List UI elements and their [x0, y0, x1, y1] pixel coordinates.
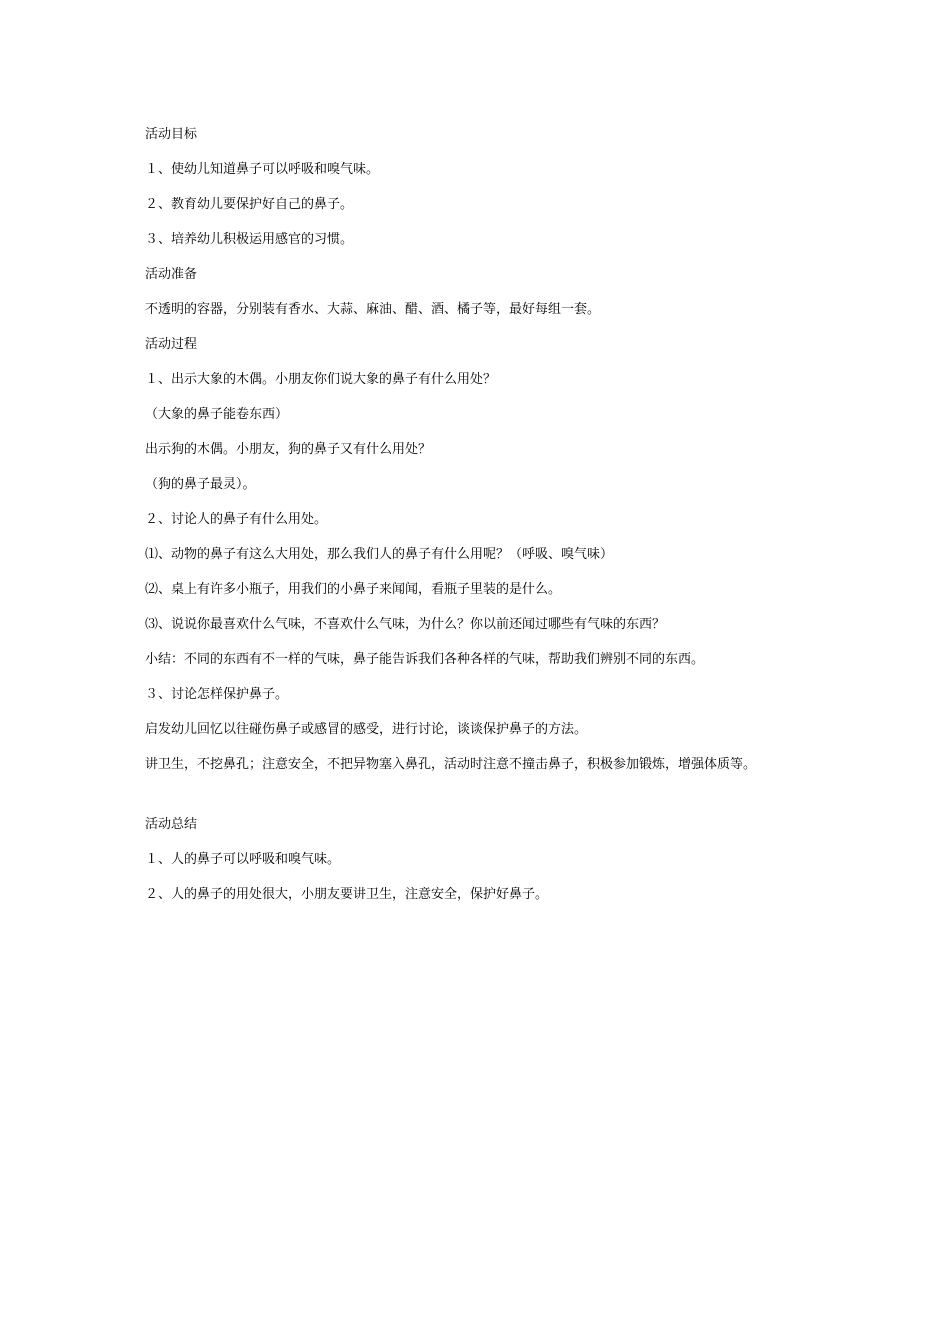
process-item: 小结：不同的东西有不一样的气味，鼻子能告诉我们各种各样的气味，帮助我们辨别不同的东西。: [145, 652, 705, 667]
process-item: （狗的鼻子最灵）。: [145, 477, 256, 492]
preparation-item: 不透明的容器，分别装有香水、大蒜、麻油、醋、酒、橘子等，最好每组一套。: [145, 302, 601, 317]
goals-heading: 活动目标: [145, 127, 198, 142]
summary-item: ２、人的鼻子的用处很大，小朋友要讲卫生，注意安全，保护好鼻子。: [145, 887, 549, 902]
process-item: ⑵、桌上有许多小瓶子，用我们的小鼻子来闻闻，看瓶子里装的是什么。: [145, 582, 562, 597]
process-heading: 活动过程: [145, 337, 198, 352]
section-spacer: [145, 789, 835, 814]
process-item: １、出示大象的木偶。小朋友你们说大象的鼻子有什么用处？: [145, 372, 497, 387]
goals-item: ３、培养幼儿积极运用感官的习惯。: [145, 232, 354, 247]
summary-item: １、人的鼻子可以呼吸和嗅气味。: [145, 852, 341, 867]
process-item: ３、讨论怎样保护鼻子。: [145, 687, 289, 702]
process-item: 启发幼儿回忆以往碰伤鼻子或感冒的感受，进行讨论，谈谈保护鼻子的方法。: [145, 722, 588, 737]
process-item: ⑶、说说你最喜欢什么气味，不喜欢什么气味，为什么？你以前还闻过哪些有气味的东西？: [145, 617, 666, 632]
process-item: 讲卫生，不挖鼻孔；注意安全，不把异物塞入鼻孔，活动时注意不撞击鼻子，积极参加锻炼，增强体质等。: [145, 757, 757, 772]
process-item: 出示狗的木偶。小朋友，狗的鼻子又有什么用处？: [145, 442, 432, 457]
summary-heading: 活动总结: [145, 817, 198, 832]
process-item: （大象的鼻子能卷东西）: [145, 407, 289, 422]
goals-item: １、使幼儿知道鼻子可以呼吸和嗅气味。: [145, 162, 380, 177]
preparation-heading: 活动准备: [145, 267, 198, 282]
document-page: [145, 124, 835, 919]
process-item: ２、讨论人的鼻子有什么用处。: [145, 512, 328, 527]
goals-item: ２、教育幼儿要保护好自己的鼻子。: [145, 197, 354, 212]
process-item: ⑴、动物的鼻子有这么大用处，那么我们人的鼻子有什么用呢？（呼吸、嗅气味）: [145, 547, 614, 562]
